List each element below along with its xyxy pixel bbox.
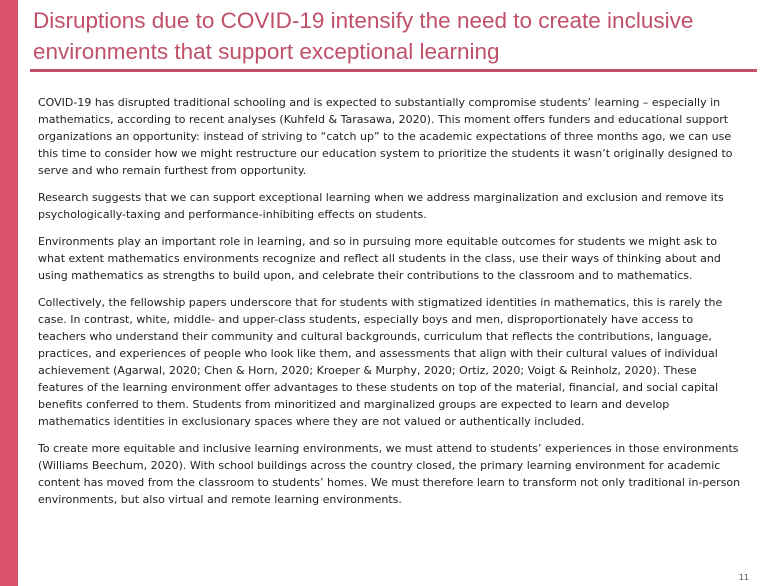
paragraph-environments: Environments play an important role in learning, and so in pursuing more equitable outcomes for students we might ask to what extent mathematics environments recognize and reflect all students in the class, use their ways of thinking about and using mathematics as strengths to build upon, and celebrate their contributions to the classroom and to mathematics. <box>38 235 721 282</box>
slide-title: Disruptions due to COVID-19 intensify the need to create inclusive environments that support exceptional learning <box>33 8 694 64</box>
paragraph-equitable-environments: To create more equitable and inclusive learning environments, we must attend to students’ experiences in those environments (Williams Beechum, 2020). With school buildings across the country closed, the primary learning environment for academic content has moved from the classroom to students’ homes. We must therefore learn to transform not only traditional in-person environments, but also virtual and remote learning environments. <box>38 442 741 506</box>
paragraph-covid-disruption: COVID-19 has disrupted traditional schooling and is expected to substantially compromise students’ learning – especially in mathematics, according to recent analyses (Kuhfeld & Tarasawa, 2020). This moment offers funders and educational support organizations an opportunity: instead of striving to “catch up” to the academic expectations of three months ago, we can use this time to consider how we might restructure our education system to prioritize the students it wasn’t originally designed to serve and who remain furthest from opportunity. <box>38 96 733 177</box>
left-accent-bar <box>0 0 18 586</box>
paragraph-fellowship-papers: Collectively, the fellowship papers underscore that for students with stigmatized identities in mathematics, this is rarely the case. In contrast, white, middle- and upper-class students, especially boys and men, disproportionately have access to teachers who understand their community and cultural backgrounds, curriculum that reflects the contributions, language, practices, and experiences of people who look like them, and assessments that align with their cultural values of individual achievement (Agarwal, 2020; Chen & Horn, 2020; Kroeper & Murphy, 2020; Ortiz, 2020; Voigt & Reinholz, 2020). These features of the learning environment offer advantages to these students on top of the material, financial, and social capital benefits conferred to them. Students from minoritized and marginalized groups are expected to learn and develop mathematics identities in exclusionary spaces where they are not valued or authentically included. <box>38 296 723 428</box>
slide-body <box>38 94 744 518</box>
page-number: 11 <box>738 573 749 582</box>
paragraph-research: Research suggests that we can support exceptional learning when we address marginalization and exclusion and remove its psychologically-taxing and performance-inhibiting effects on students. <box>38 191 724 221</box>
title-underline <box>30 69 757 72</box>
